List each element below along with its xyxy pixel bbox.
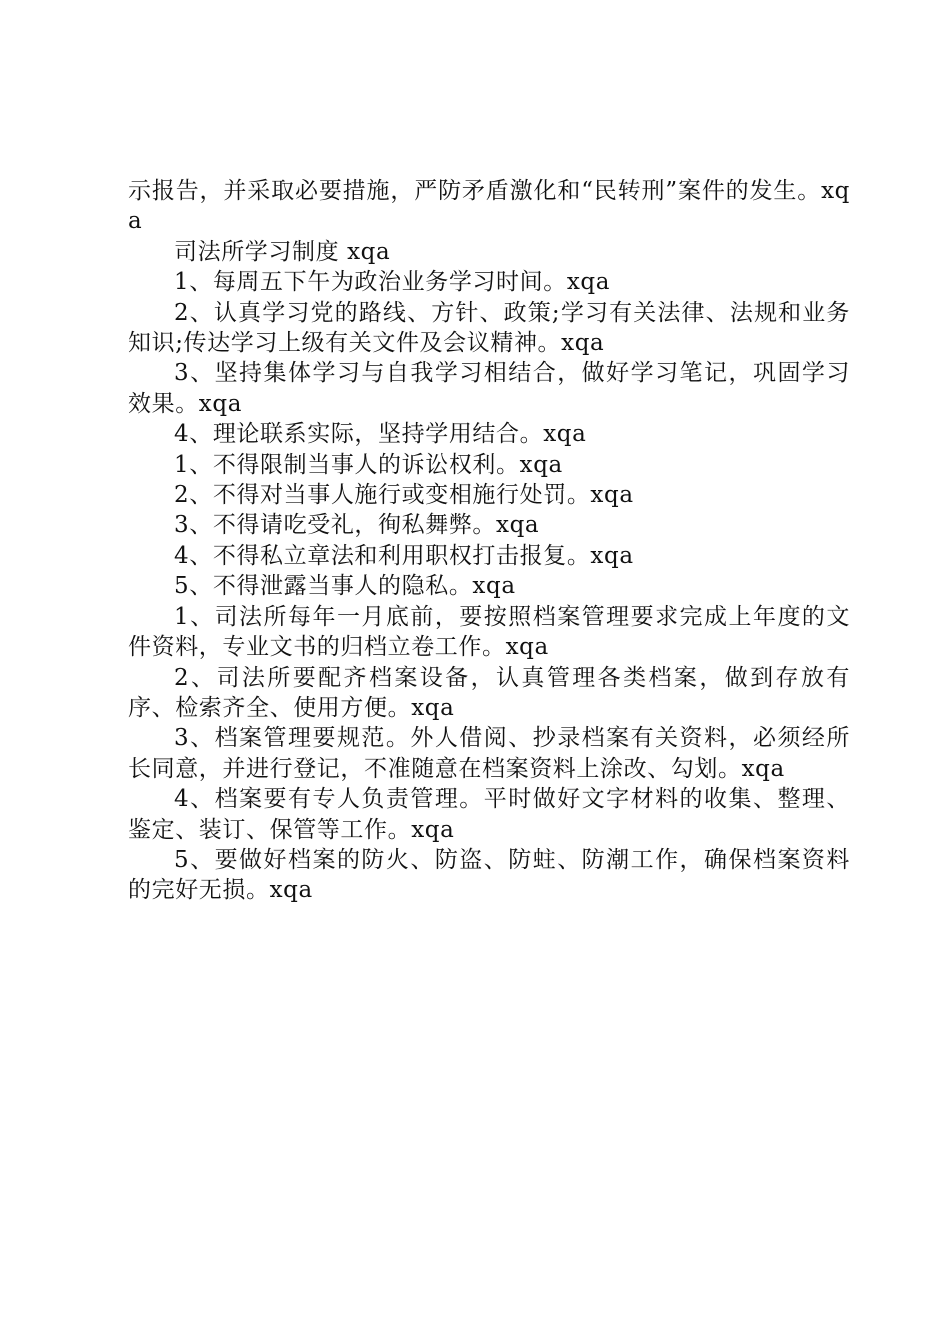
paragraph-7: 2、不得对当事人施行或变相施行处罚。xqa [174, 482, 634, 509]
paragraph-2: 1、每周五下午为政治业务学习时间。xqa [174, 269, 611, 296]
paragraph-14: 4、档案要有专人负责管理。平时做好文字材料的收集、整理、鉴定、装订、保管等工作。xqa [128, 786, 850, 843]
document-body [128, 176, 850, 906]
paragraph-11: 1、司法所每年一月底前，要按照档案管理要求完成上年度的文件资料，专业文书的归档立卷工作。xqa [128, 603, 850, 661]
paragraph-9: 4、不得私立章法和利用职权打击报复。xqa [174, 542, 634, 569]
paragraph-3: 2、认真学习党的路线、方针、政策;学习有关法律、法规和业务知识;传达学习上级有关文件及会议精神。xqa [128, 299, 850, 357]
paragraph-5: 4、理论联系实际，坚持学用结合。xqa [174, 421, 587, 448]
paragraph-4: 3、坚持集体学习与自我学习相结合，做好学习笔记，巩固学习效果。xqa [128, 360, 850, 417]
paragraph-1-heading: 司法所学习制度 xqa [174, 238, 391, 265]
paragraph-15: 5、要做好档案的防火、防盗、防蛀、防潮工作，确保档案资料的完好无损。xqa [128, 846, 850, 904]
paragraph-6: 1、不得限制当事人的诉讼权利。xqa [174, 451, 563, 478]
paragraph-0: 示报告，并采取必要措施，严防矛盾激化和“民转刑”案件的发生。xqa [128, 178, 850, 235]
paragraph-8: 3、不得请吃受礼，徇私舞弊。xqa [174, 512, 540, 539]
paragraph-13: 3、档案管理要规范。外人借阅、抄录档案有关资料，必须经所长同意，并进行登记，不准随意在档案资料上涂改、勾划。xqa [128, 725, 850, 782]
paragraph-12: 2、司法所要配齐档案设备，认真管理各类档案，做到存放有序、检索齐全、使用方便。xqa [128, 664, 850, 721]
paragraph-10: 5、不得泄露当事人的隐私。xqa [174, 573, 516, 600]
